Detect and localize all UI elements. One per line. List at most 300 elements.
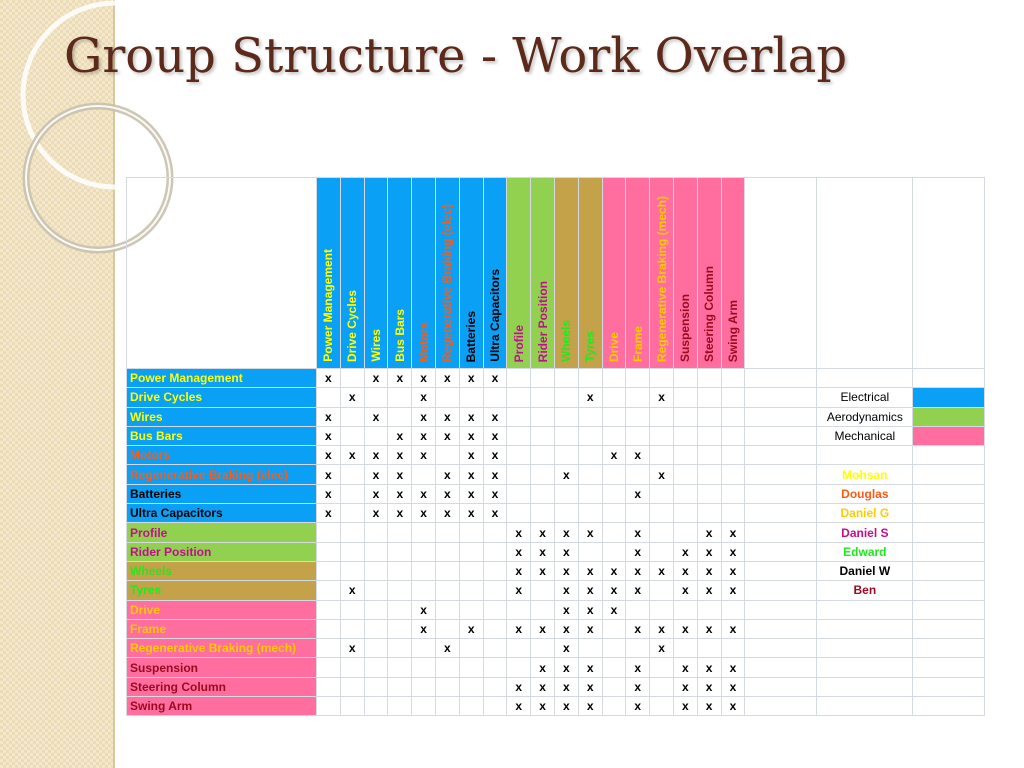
matrix-cell <box>673 600 697 619</box>
column-header-label: Bus Bars <box>392 309 407 362</box>
matrix-cell <box>388 561 412 580</box>
matrix-cell <box>459 639 483 658</box>
matrix-cell: x <box>673 581 697 600</box>
column-header-label: Wires <box>368 329 383 362</box>
column-header <box>602 178 626 369</box>
column-header <box>650 178 674 369</box>
matrix-cell: x <box>602 561 626 580</box>
matrix-cell <box>364 658 388 677</box>
matrix-cell: x <box>412 369 436 388</box>
matrix-cell: x <box>531 523 555 542</box>
matrix-cell: x <box>697 619 721 638</box>
overlap-matrix <box>126 177 985 716</box>
matrix-cell <box>483 600 507 619</box>
matrix-cell <box>578 407 602 426</box>
empty-cell <box>745 388 817 407</box>
matrix-cell: x <box>412 426 436 445</box>
matrix-cell <box>435 619 459 638</box>
matrix-cell <box>483 658 507 677</box>
matrix-cell: x <box>435 639 459 658</box>
matrix-cell: x <box>364 465 388 484</box>
matrix-cell <box>578 446 602 465</box>
empty-cell <box>745 426 817 445</box>
empty-cell <box>745 581 817 600</box>
matrix-cell: x <box>554 619 578 638</box>
column-header <box>435 178 459 369</box>
matrix-cell: x <box>626 484 650 503</box>
side-swatch-cell <box>913 542 985 561</box>
matrix-cell: x <box>340 388 364 407</box>
column-header-label: Ultra Capacitors <box>487 269 502 362</box>
matrix-cell <box>602 523 626 542</box>
team-member-name: Mohsan <box>817 465 913 484</box>
matrix-cell: x <box>554 639 578 658</box>
matrix-cell <box>602 369 626 388</box>
matrix-cell <box>507 465 531 484</box>
matrix-cell: x <box>602 446 626 465</box>
matrix-cell <box>697 484 721 503</box>
matrix-cell <box>340 407 364 426</box>
row-header: Regenerative Braking (mech) <box>127 639 317 658</box>
legend-label: Electrical <box>817 388 913 407</box>
matrix-cell: x <box>721 658 745 677</box>
matrix-cell <box>483 697 507 716</box>
matrix-cell: x <box>483 484 507 503</box>
matrix-cell <box>602 407 626 426</box>
matrix-row <box>127 658 985 677</box>
matrix-cell <box>317 600 341 619</box>
matrix-cell <box>650 369 674 388</box>
empty-cell <box>745 658 817 677</box>
matrix-cell: x <box>507 581 531 600</box>
matrix-row <box>127 677 985 696</box>
matrix-cell: x <box>435 407 459 426</box>
matrix-cell: x <box>340 581 364 600</box>
matrix-cell <box>388 697 412 716</box>
column-header <box>412 178 436 369</box>
matrix-row <box>127 542 985 561</box>
matrix-cell <box>673 369 697 388</box>
row-header: Regenerative Braking (elec) <box>127 465 317 484</box>
empty-cell <box>745 619 817 638</box>
matrix-cell: x <box>578 697 602 716</box>
matrix-cell <box>412 542 436 561</box>
column-header-label: Steering Column <box>702 265 717 362</box>
matrix-cell: x <box>626 523 650 542</box>
matrix-cell: x <box>721 677 745 696</box>
matrix-cell <box>602 697 626 716</box>
matrix-cell <box>340 600 364 619</box>
matrix-cell <box>388 388 412 407</box>
matrix-cell: x <box>435 369 459 388</box>
matrix-row <box>127 446 985 465</box>
matrix-cell <box>650 523 674 542</box>
matrix-cell: x <box>317 369 341 388</box>
matrix-cell <box>578 369 602 388</box>
matrix-cell: x <box>459 465 483 484</box>
empty-cell <box>745 542 817 561</box>
matrix-cell: x <box>626 619 650 638</box>
matrix-cell <box>507 658 531 677</box>
matrix-cell <box>435 677 459 696</box>
side-swatch-cell <box>913 504 985 523</box>
matrix-cell: x <box>388 504 412 523</box>
matrix-cell: x <box>626 446 650 465</box>
column-header <box>507 178 531 369</box>
matrix-cell <box>697 639 721 658</box>
matrix-cell: x <box>721 561 745 580</box>
matrix-cell <box>531 639 555 658</box>
column-header-label: Tyres <box>583 330 598 362</box>
matrix-cell <box>364 619 388 638</box>
matrix-cell <box>578 639 602 658</box>
matrix-cell: x <box>721 619 745 638</box>
matrix-cell <box>721 407 745 426</box>
column-header-label: Batteries <box>464 310 479 362</box>
matrix-cell <box>602 542 626 561</box>
column-header <box>388 178 412 369</box>
row-header: Frame <box>127 619 317 638</box>
matrix-cell <box>697 369 721 388</box>
matrix-cell <box>673 426 697 445</box>
matrix-cell <box>626 369 650 388</box>
matrix-cell <box>554 388 578 407</box>
matrix-cell: x <box>412 407 436 426</box>
matrix-cell <box>578 465 602 484</box>
matrix-cell: x <box>602 581 626 600</box>
side-swatch-cell <box>913 581 985 600</box>
matrix-cell <box>507 388 531 407</box>
matrix-cell <box>459 388 483 407</box>
matrix-cell: x <box>412 619 436 638</box>
matrix-cell: x <box>578 677 602 696</box>
side-swatch-cell <box>913 523 985 542</box>
matrix-cell: x <box>435 484 459 503</box>
matrix-cell: x <box>673 677 697 696</box>
matrix-cell: x <box>531 619 555 638</box>
matrix-cell: x <box>554 658 578 677</box>
matrix-cell <box>483 542 507 561</box>
empty-cell <box>745 639 817 658</box>
side-swatch-cell <box>913 697 985 716</box>
side-swatch-cell <box>913 677 985 696</box>
column-header <box>483 178 507 369</box>
matrix-cell <box>340 465 364 484</box>
column-header-label: Drive <box>606 331 621 362</box>
matrix-cell: x <box>459 407 483 426</box>
matrix-cell: x <box>554 561 578 580</box>
matrix-cell <box>435 581 459 600</box>
matrix-cell <box>388 600 412 619</box>
matrix-cell: x <box>673 619 697 638</box>
matrix-cell: x <box>721 523 745 542</box>
matrix-cell <box>578 542 602 561</box>
side-label-cell <box>817 446 913 465</box>
matrix-row <box>127 484 985 503</box>
matrix-cell: x <box>673 658 697 677</box>
row-header: Swing Arm <box>127 697 317 716</box>
matrix-cell <box>459 677 483 696</box>
row-header: Batteries <box>127 484 317 503</box>
matrix-cell: x <box>578 581 602 600</box>
matrix-cell <box>340 369 364 388</box>
matrix-cell <box>673 446 697 465</box>
matrix-cell <box>626 504 650 523</box>
matrix-cell <box>626 407 650 426</box>
matrix-cell <box>697 600 721 619</box>
matrix-cell <box>578 484 602 503</box>
side-swatch-cell <box>913 465 985 484</box>
row-header: Profile <box>127 523 317 542</box>
empty-cell <box>745 697 817 716</box>
column-header-label: Motors <box>416 322 431 362</box>
matrix-cell <box>483 619 507 638</box>
matrix-row <box>127 619 985 638</box>
matrix-cell <box>364 388 388 407</box>
matrix-cell <box>554 504 578 523</box>
matrix-cell <box>435 388 459 407</box>
matrix-cell: x <box>412 484 436 503</box>
matrix-cell: x <box>697 697 721 716</box>
matrix-cell <box>697 426 721 445</box>
matrix-row <box>127 581 985 600</box>
matrix-cell <box>412 523 436 542</box>
matrix-cell: x <box>507 523 531 542</box>
matrix-cell: x <box>507 542 531 561</box>
matrix-cell <box>340 523 364 542</box>
matrix-cell <box>412 561 436 580</box>
matrix-cell <box>650 426 674 445</box>
matrix-cell <box>578 426 602 445</box>
matrix-cell: x <box>721 697 745 716</box>
matrix-cell <box>650 446 674 465</box>
matrix-cell: x <box>507 619 531 638</box>
empty-cell <box>745 677 817 696</box>
matrix-row <box>127 388 985 407</box>
legend-label: Mechanical <box>817 426 913 445</box>
matrix-cell <box>602 658 626 677</box>
matrix-cell: x <box>554 542 578 561</box>
matrix-cell: x <box>317 465 341 484</box>
matrix-cell: x <box>554 600 578 619</box>
matrix-cell <box>531 465 555 484</box>
side-label-cell <box>817 619 913 638</box>
matrix-cell <box>483 561 507 580</box>
matrix-cell <box>531 446 555 465</box>
matrix-cell <box>531 407 555 426</box>
matrix-cell: x <box>697 658 721 677</box>
empty-cell <box>745 446 817 465</box>
matrix-cell <box>697 504 721 523</box>
side-swatch-cell <box>913 446 985 465</box>
matrix-cell <box>459 561 483 580</box>
matrix-cell <box>673 407 697 426</box>
side-swatch-cell <box>913 369 985 388</box>
matrix-cell <box>435 446 459 465</box>
matrix-cell <box>459 581 483 600</box>
matrix-cell: x <box>435 465 459 484</box>
matrix-cell: x <box>459 426 483 445</box>
matrix-cell <box>673 639 697 658</box>
side-swatch-cell <box>913 658 985 677</box>
matrix-cell: x <box>531 677 555 696</box>
column-header <box>721 178 745 369</box>
matrix-cell: x <box>697 677 721 696</box>
matrix-cell <box>412 677 436 696</box>
matrix-cell: x <box>626 697 650 716</box>
matrix-cell: x <box>435 504 459 523</box>
matrix-cell <box>554 407 578 426</box>
matrix-cell <box>697 388 721 407</box>
side-label-cell <box>817 658 913 677</box>
row-header: Suspension <box>127 658 317 677</box>
matrix-cell <box>673 484 697 503</box>
matrix-cell: x <box>459 446 483 465</box>
team-member-name: Ben <box>817 581 913 600</box>
matrix-cell: x <box>650 465 674 484</box>
matrix-cell <box>531 600 555 619</box>
matrix-cell <box>697 446 721 465</box>
column-header <box>531 178 555 369</box>
matrix-row <box>127 465 985 484</box>
empty-cell <box>913 178 985 369</box>
matrix-cell: x <box>578 619 602 638</box>
column-header <box>554 178 578 369</box>
matrix-cell: x <box>317 446 341 465</box>
matrix-cell <box>507 446 531 465</box>
matrix-cell: x <box>697 542 721 561</box>
matrix-cell: x <box>721 581 745 600</box>
matrix-cell <box>531 484 555 503</box>
matrix-cell <box>388 677 412 696</box>
matrix-cell <box>340 542 364 561</box>
matrix-cell: x <box>650 561 674 580</box>
matrix-cell: x <box>602 600 626 619</box>
matrix-cell: x <box>388 426 412 445</box>
matrix-cell: x <box>697 581 721 600</box>
matrix-cell: x <box>578 658 602 677</box>
matrix-cell <box>340 619 364 638</box>
matrix-cell <box>412 658 436 677</box>
matrix-cell: x <box>364 484 388 503</box>
matrix-cell: x <box>317 504 341 523</box>
matrix-cell: x <box>483 465 507 484</box>
page-title: Group Structure - Work Overlap <box>64 28 848 84</box>
matrix-cell <box>435 600 459 619</box>
legend-swatch <box>913 407 985 426</box>
matrix-cell <box>317 542 341 561</box>
matrix-cell <box>507 369 531 388</box>
matrix-cell: x <box>412 504 436 523</box>
matrix-cell <box>721 465 745 484</box>
matrix-cell <box>317 639 341 658</box>
empty-cell <box>745 504 817 523</box>
matrix-cell: x <box>507 697 531 716</box>
matrix-row <box>127 407 985 426</box>
matrix-cell <box>554 426 578 445</box>
matrix-cell <box>626 600 650 619</box>
matrix-row <box>127 697 985 716</box>
team-member-name: Daniel G <box>817 504 913 523</box>
matrix-cell <box>388 542 412 561</box>
matrix-cell: x <box>317 407 341 426</box>
matrix-cell: x <box>578 561 602 580</box>
matrix-row <box>127 369 985 388</box>
matrix-cell: x <box>507 677 531 696</box>
matrix-cell <box>721 426 745 445</box>
matrix-cell <box>554 484 578 503</box>
matrix-cell: x <box>697 561 721 580</box>
legend-swatch <box>913 426 985 445</box>
matrix-cell: x <box>459 504 483 523</box>
matrix-cell: x <box>554 465 578 484</box>
matrix-cell <box>721 446 745 465</box>
matrix-cell <box>650 658 674 677</box>
matrix-cell <box>317 561 341 580</box>
matrix-cell <box>364 542 388 561</box>
matrix-cell <box>388 581 412 600</box>
row-header: Drive <box>127 600 317 619</box>
empty-cell <box>745 178 817 369</box>
column-header-label: Regenerative Braking (mech) <box>654 195 669 362</box>
matrix-cell <box>602 619 626 638</box>
matrix-cell <box>697 465 721 484</box>
matrix-cell: x <box>578 600 602 619</box>
column-header-label: Profile <box>511 324 526 362</box>
matrix-cell <box>650 677 674 696</box>
matrix-cell: x <box>626 581 650 600</box>
matrix-cell <box>364 639 388 658</box>
matrix-cell: x <box>459 619 483 638</box>
matrix-cell <box>554 446 578 465</box>
matrix-cell <box>459 600 483 619</box>
column-header <box>578 178 602 369</box>
column-header-label: Frame <box>630 325 645 362</box>
matrix-cell: x <box>554 581 578 600</box>
matrix-cell <box>650 407 674 426</box>
side-swatch-cell <box>913 600 985 619</box>
matrix-cell: x <box>673 697 697 716</box>
matrix-cell <box>602 639 626 658</box>
matrix-cell <box>507 407 531 426</box>
matrix-cell <box>531 369 555 388</box>
column-header <box>459 178 483 369</box>
matrix-cell <box>364 561 388 580</box>
matrix-cell <box>435 658 459 677</box>
column-header <box>626 178 650 369</box>
matrix-row <box>127 639 985 658</box>
matrix-cell <box>650 484 674 503</box>
matrix-cell: x <box>673 542 697 561</box>
column-header-label: Regenerative Braking (elec) <box>440 203 455 362</box>
matrix-cell: x <box>626 677 650 696</box>
matrix-cell: x <box>435 426 459 445</box>
matrix-cell: x <box>531 542 555 561</box>
column-header <box>364 178 388 369</box>
matrix-cell: x <box>578 388 602 407</box>
matrix-cell <box>531 388 555 407</box>
side-swatch-cell <box>913 561 985 580</box>
matrix-cell <box>721 504 745 523</box>
row-header: Bus Bars <box>127 426 317 445</box>
empty-cell <box>745 600 817 619</box>
matrix-cell <box>507 600 531 619</box>
matrix-cell <box>364 697 388 716</box>
matrix-cell <box>388 523 412 542</box>
matrix-cell <box>435 523 459 542</box>
row-header: Drive Cycles <box>127 388 317 407</box>
header-row <box>127 178 985 369</box>
